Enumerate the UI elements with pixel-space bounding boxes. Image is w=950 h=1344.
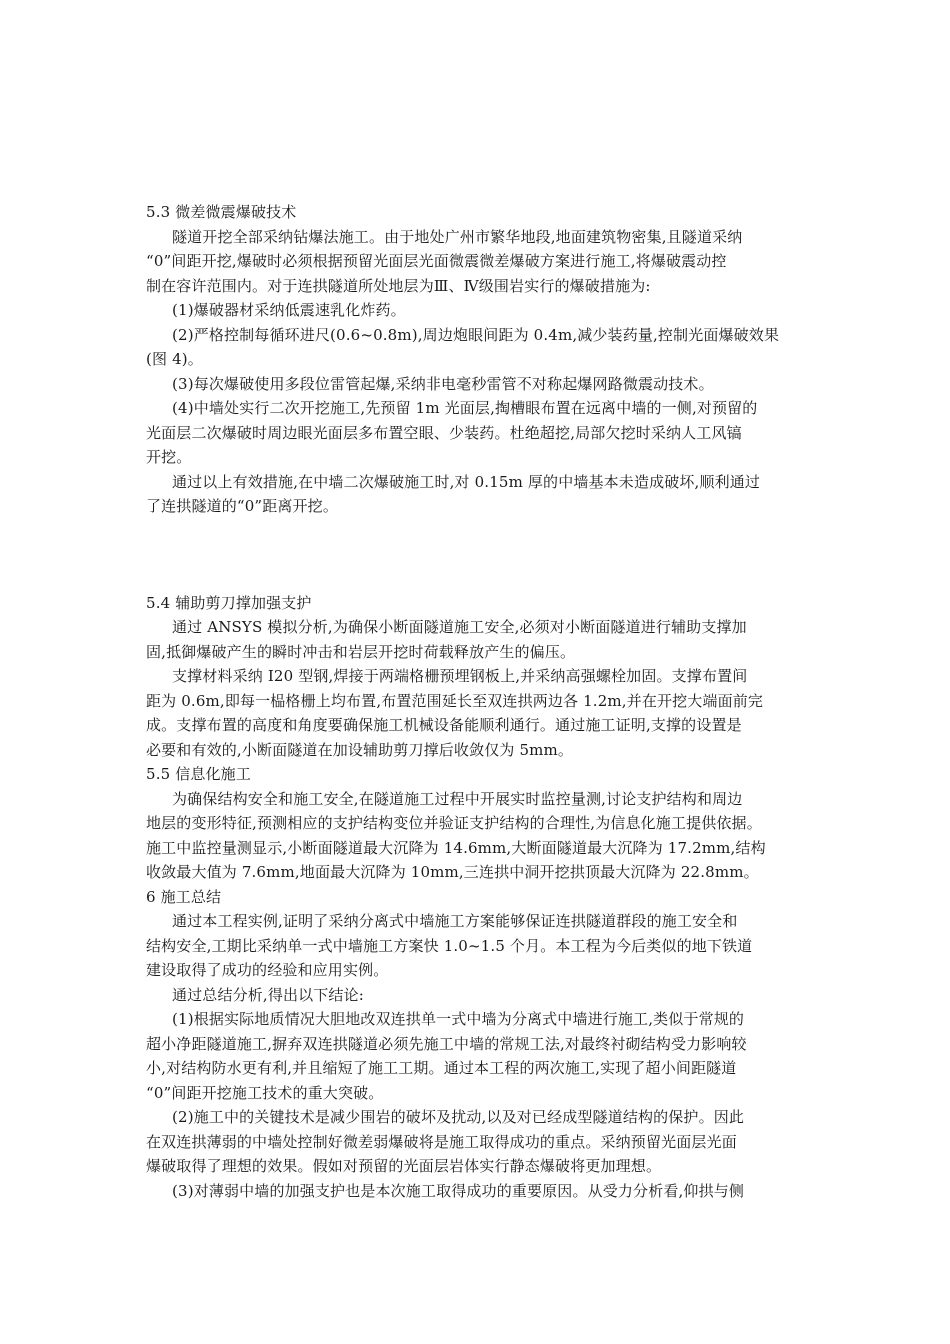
paragraph-line: “0”间距开挖,爆破时必须根据预留光面层光面微震微差爆破方案进行施工,将爆破震动控	[146, 252, 727, 270]
paragraph-line: 通过 ANSYS 模拟分析,为确保小断面隧道施工安全,必须对小断面隧道进行辅助支撑加	[172, 618, 747, 636]
paragraph-line: (3)每次爆破使用多段位雷管起爆,采纳非电毫秒雷管不对称起爆网路微震动技术。	[172, 374, 714, 393]
paragraph-line: 制在容许范围内。对于连拱隧道所处地层为Ⅲ、Ⅳ级围岩实行的爆破措施为:	[146, 276, 651, 295]
paragraph-line: (4)中墙处实行二次开挖施工,先预留 1m 光面层,掏槽眼布置在远离中墙的一侧,对预留的	[172, 399, 758, 417]
section-heading: 5.4 辅助剪刀撑加强支护	[146, 593, 312, 612]
paragraph-line: (1)爆破器材采纳低震速乳化炸药。	[172, 301, 406, 319]
section-heading: 6 施工总结	[146, 887, 222, 906]
paragraph-line: 成。支撑布置的高度和角度要确保施工机械设备能顺利通行。通过施工证明,支撑的设置是	[146, 716, 742, 734]
paragraph-line: 爆破取得了理想的效果。假如对预留的光面层岩体实行静态爆破将更加理想。	[146, 1157, 662, 1175]
paragraph-line: 光面层二次爆破时周边眼光面层多布置空眼、少装药。杜绝超挖,局部欠挖时采纳人工风镐	[146, 423, 742, 442]
section-heading: 5.5 信息化施工	[146, 765, 251, 783]
paragraph-line: “0”间距开挖施工技术的重大突破。	[146, 1083, 384, 1102]
paragraph-line: 结构安全,工期比采纳单一式中墙施工方案快 1.0~1.5 个月。本工程为今后类似的地下铁道	[146, 936, 753, 955]
paragraph-line: 了连拱隧道的“0”距离开挖。	[146, 497, 338, 515]
paragraph-line: (2)施工中的关键技术是减少围岩的破坏及扰动,以及对已经成型隧道结构的保护。因此	[172, 1108, 745, 1126]
paragraph-line: 建设取得了成功的经验和应用实例。	[146, 961, 389, 979]
paragraph-line: 小,对结构防水更有利,并且缩短了施工工期。通过本工程的两次施工,实现了超小间距隧道	[146, 1059, 737, 1077]
paragraph-line: (1)根据实际地质情况大胆地改双连拱单一式中墙为分离式中墙进行施工,类似于常规的	[172, 1010, 745, 1028]
paragraph-line: 超小净距隧道施工,摒弃双连拱隧道必须先施工中墙的常规工法,对最终衬砌结构受力影响较	[146, 1034, 747, 1053]
paragraph-line: 距为 0.6m,即每一榀格栅上均布置,布置范围延长至双连拱两边各 1.2m,并在开挖大端面前完	[146, 691, 764, 710]
paragraph-line: 通过以上有效措施,在中墙二次爆破施工时,对 0.15m 厚的中墙基本未造成破坏,顺利通过	[172, 472, 761, 491]
paragraph-line: 收敛最大值为 7.6mm,地面最大沉降为 10mm,三连拱中洞开挖拱顶最大沉降为 22.8mm。	[146, 863, 759, 881]
paragraph-line: (2)严格控制每循环进尺(0.6~0.8m),周边炮眼间距为 0.4m,减少装药量,控制光面爆破效果	[172, 325, 780, 344]
paragraph-line: 开挖。	[146, 448, 192, 466]
paragraph-line: 支撑材料采纳 I20 型钢,焊接于两端格栅预埋钢板上,并采纳高强螺栓加固。支撑布置间	[172, 667, 748, 685]
paragraph-line: 必要和有效的,小断面隧道在加设辅助剪刀撑后收敛仅为 5mm。	[146, 740, 574, 759]
section-gap	[146, 519, 826, 591]
document-page	[146, 200, 826, 1203]
section-heading: 5.3 微差微震爆破技术	[146, 203, 297, 221]
paragraph-line: 固,抵御爆破产生的瞬时冲击和岩层开挖时荷载释放产生的偏压。	[146, 642, 576, 661]
paragraph-line: (图 4)。	[146, 350, 203, 368]
paragraph-line: 为确保结构安全和施工安全,在隧道施工过程中开展实时监控量测,讨论支护结构和周边	[172, 789, 743, 808]
paragraph-line: 隧道开挖全部采纳钻爆法施工。由于地处广州市繁华地段,地面建筑物密集,且隧道采纳	[172, 227, 743, 246]
paragraph-line: (3)对薄弱中墙的加强支护也是本次施工取得成功的重要原因。从受力分析看,仰拱与侧	[172, 1181, 745, 1200]
paragraph-line: 地层的变形特征,预测相应的支护结构变位并验证支护结构的合理性,为信息化施工提供依据。	[146, 814, 762, 832]
paragraph-line: 通过本工程实例,证明了采纳分离式中墙施工方案能够保证连拱隧道群段的施工安全和	[172, 912, 738, 930]
paragraph-line: 通过总结分析,得出以下结论:	[172, 985, 364, 1004]
paragraph-line: 施工中监控量测显示,小断面隧道最大沉降为 14.6mm,大断面隧道最大沉降为 17.2mm,结构	[146, 838, 766, 857]
paragraph-line: 在双连拱薄弱的中墙处控制好微差弱爆破将是施工取得成功的重点。采纳预留光面层光面	[146, 1132, 737, 1151]
